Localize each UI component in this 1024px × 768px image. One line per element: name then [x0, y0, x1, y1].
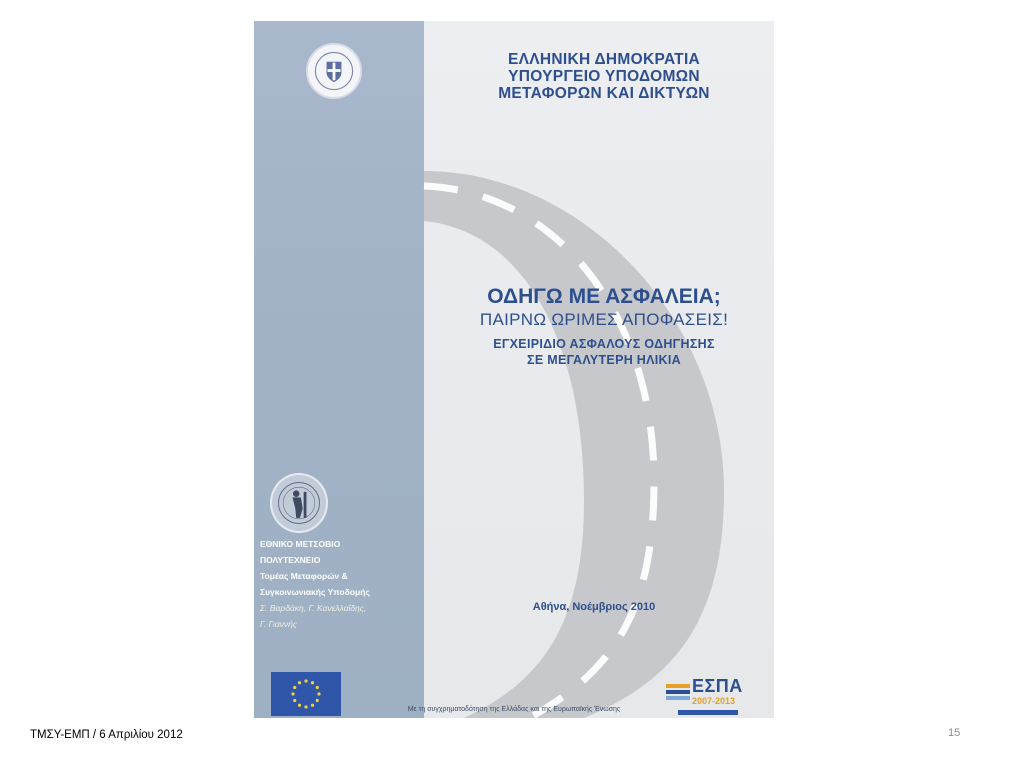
- cofunding-note: Με τη συγχρηματοδότηση της Ελλάδας και της Ευρωπαϊκής Ένωσης: [407, 706, 621, 713]
- footer-caption: ΤΜΣΥ-ΕΜΠ / 6 Απριλίου 2012: [30, 729, 183, 741]
- cover-subtitle-line: ΕΓΧΕΙΡΙΔΙΟ ΑΣΦΑΛΟΥΣ ΟΔΗΓΗΣΗΣ: [493, 337, 715, 351]
- eu-star: [316, 686, 319, 689]
- espa-stripe: [666, 690, 690, 694]
- institution-line: ΠΟΛΥΤΕΧΝΕΙΟ: [260, 555, 321, 565]
- eu-star: [291, 692, 294, 695]
- cover-titles: [434, 285, 774, 368]
- author-line: Σ. Βαρδάκη, Γ. Κανελλαΐδης,: [260, 603, 367, 613]
- institution-line: Τομέας Μεταφορών &: [260, 571, 348, 581]
- espa-stripe: [666, 696, 690, 700]
- author-line: Γ. Γιαννής: [260, 619, 298, 629]
- espa-banner: [678, 710, 738, 715]
- ntua-logo-icon: [270, 473, 328, 533]
- publication-date: Αθήνα, Νοέμβριος 2010: [532, 601, 656, 613]
- espa-logo-icon: [666, 676, 746, 716]
- cover-title-sub: ΠΑΙΡΝΩ ΩΡΙΜΕΣ ΑΠΟΦΑΣΕΙΣ!: [479, 310, 729, 329]
- eu-star: [317, 692, 320, 695]
- eu-star: [311, 704, 314, 707]
- ministry-line: ΜΕΤΑΦΟΡΩΝ ΚΑΙ ΔΙΚΤΥΩΝ: [498, 85, 710, 102]
- eu-star: [293, 686, 296, 689]
- ministry-line: ΕΛΛΗΝΙΚΗ ΔΗΜΟΚΡΑΤΙΑ: [507, 51, 701, 68]
- eu-star: [316, 699, 319, 702]
- eu-star: [311, 681, 314, 684]
- cover-title: ΟΔΗΓΩ ΜΕ ΑΣΦΑΛΕΙΑ;: [487, 285, 721, 308]
- book-cover: [254, 21, 774, 718]
- greek-state-seal-icon: [306, 43, 362, 99]
- espa-years: 2007-2013: [692, 696, 736, 706]
- eu-star: [298, 704, 301, 707]
- eu-star: [304, 679, 307, 682]
- eu-flag-icon: [271, 672, 341, 716]
- institution-line: Συγκοινωνιακής Υποδομής: [260, 587, 370, 597]
- institution-block: [260, 536, 422, 632]
- espa-word: ΕΣΠΑ: [692, 676, 743, 696]
- institution-line: ΕΘΝΙΚΟ ΜΕΤΣΟΒΙΟ: [260, 539, 341, 549]
- eu-star: [304, 705, 307, 708]
- page-number: 15: [948, 727, 961, 739]
- eu-star: [298, 681, 301, 684]
- eu-star: [293, 699, 296, 702]
- ministry-line: ΥΠΟΥΡΓΕΙΟ ΥΠΟΔΟΜΩΝ: [508, 68, 700, 85]
- cover-subtitle-line: ΣΕ ΜΕΓΑΛΥΤΕΡΗ ΗΛΙΚΙΑ: [527, 353, 681, 367]
- espa-stripe: [666, 684, 690, 688]
- ministry-heading: [444, 51, 764, 102]
